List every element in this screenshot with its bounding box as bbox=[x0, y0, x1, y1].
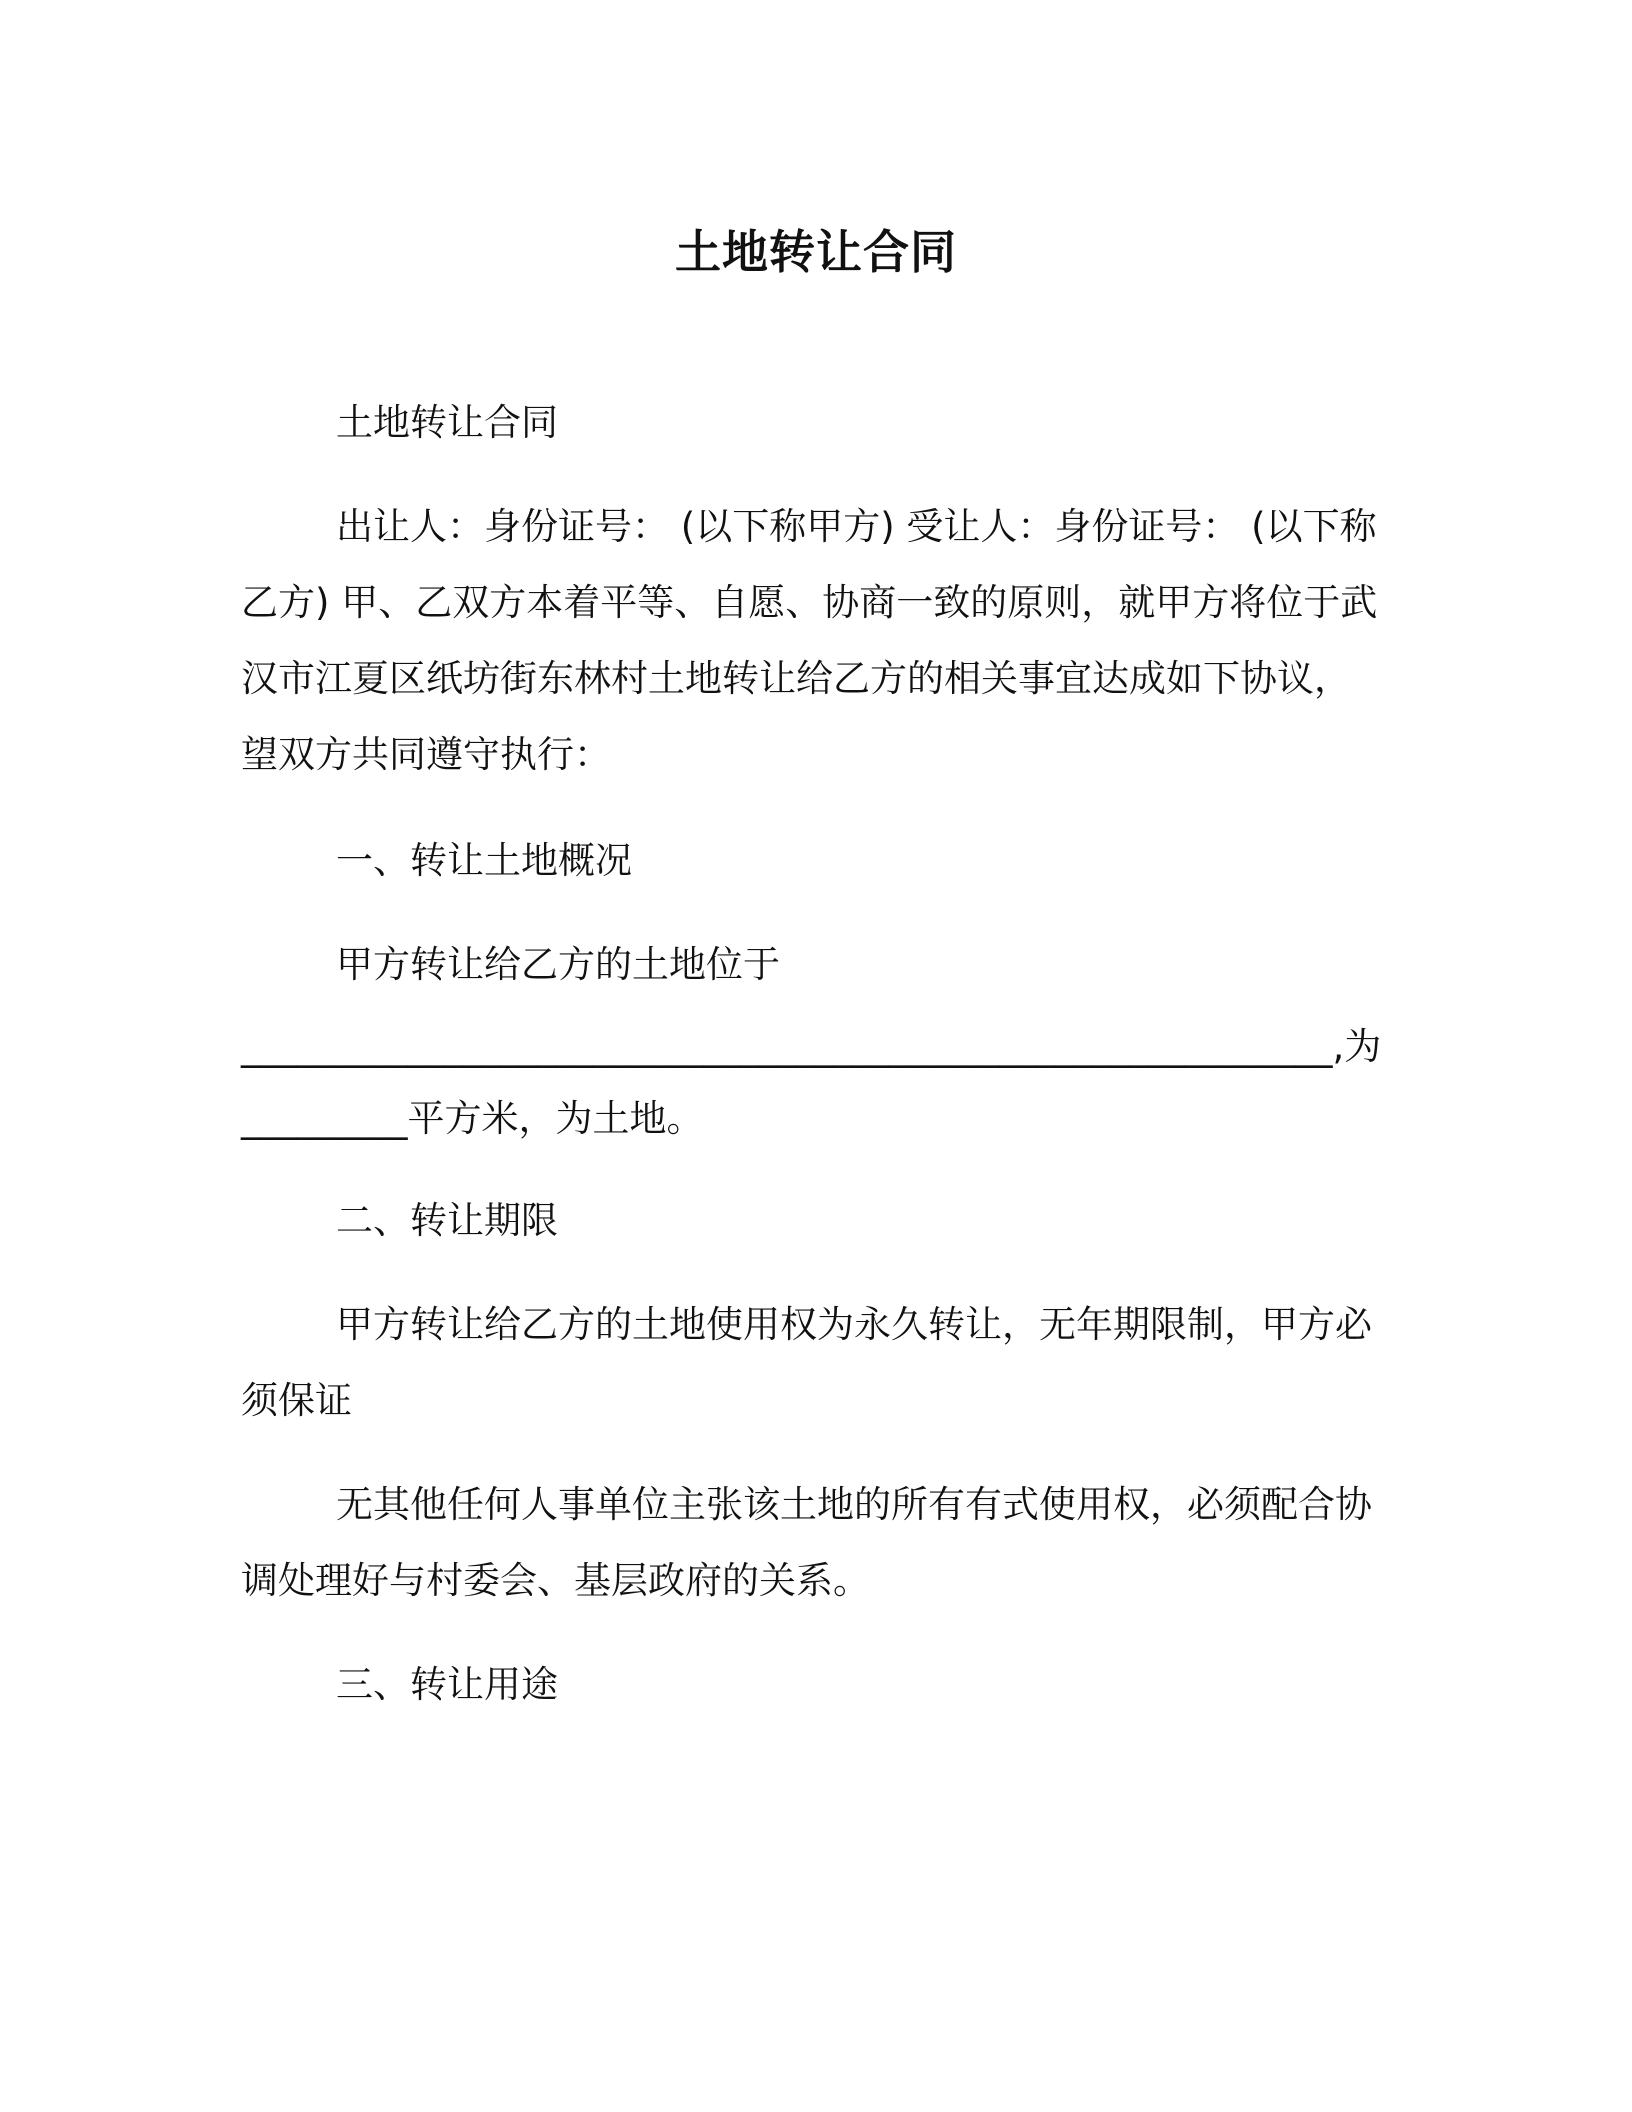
section-heading: 三、转让用途 bbox=[336, 1663, 558, 1706]
paragraph-line: 甲方转让给乙方的土地位于 bbox=[336, 943, 780, 986]
paragraph-line: 乙方) 甲、乙双方本着平等、自愿、协商一致的原则，就甲方将位于武 bbox=[241, 581, 1378, 624]
paragraph-line: 望双方共同遵守执行： bbox=[241, 733, 611, 776]
paragraph-line: 调处理好与村委会、基层政府的关系。 bbox=[241, 1559, 870, 1602]
paragraph-line: 无其他任何人事单位主张该土地的所有有式使用权，必须配合协 bbox=[336, 1483, 1372, 1526]
blank-fill-line: _________平方米，为土地。 bbox=[241, 1097, 704, 1140]
paragraph-line: 汉市江夏区纸坊街东林村土地转让给乙方的相关事宜达成如下协议， bbox=[241, 657, 1351, 700]
subtitle-line: 土地转让合同 bbox=[336, 401, 558, 444]
section-heading: 一、转让土地概况 bbox=[336, 839, 632, 882]
paragraph-line: 出让人：身份证号： (以下称甲方) 受让人：身份证号： (以下称 bbox=[336, 505, 1377, 548]
paragraph-line: 甲方转让给乙方的土地使用权为永久转让，无年期限制，甲方必 bbox=[336, 1303, 1372, 1346]
section-heading: 二、转让期限 bbox=[336, 1199, 558, 1242]
blank-fill-line: ___________________________________________________________,为 bbox=[241, 1025, 1382, 1068]
paragraph-line: 须保证 bbox=[241, 1379, 352, 1422]
document-title: 土地转让合同 bbox=[675, 225, 957, 279]
